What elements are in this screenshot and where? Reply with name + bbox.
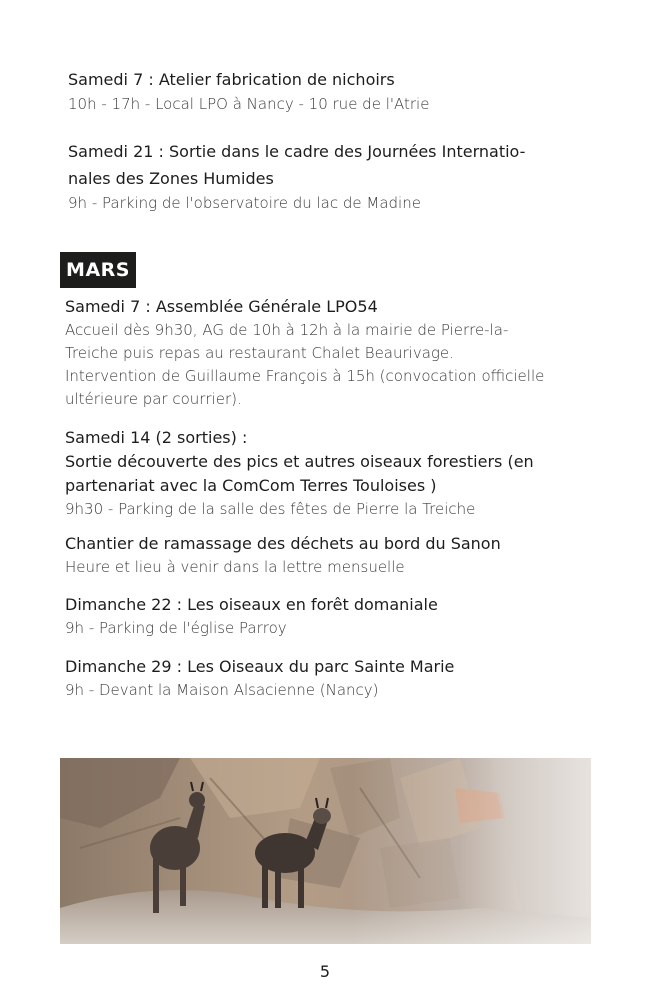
event-title: Chantier de ramassage des déchets au bord du Sanon	[65, 534, 501, 553]
event-details: 9h - Devant la Maison Alsacienne (Nancy)	[65, 681, 379, 699]
event-title-line: Sortie découverte des pics et autres oiseaux forestiers (en	[65, 452, 534, 471]
event-atelier-nichoirs	[0, 66, 590, 116]
event-details-line: ultérieure par courrier).	[65, 390, 242, 408]
event-zones-humides	[0, 138, 590, 215]
event-foret-domaniale	[0, 593, 590, 640]
page-number: 5	[319, 962, 331, 981]
event-details: 9h30 - Parking de la salle des fêtes de Pierre la Treiche	[65, 500, 476, 518]
event-title-line: nales des Zones Humides	[68, 169, 274, 188]
event-details: Heure et lieu à venir dans la lettre mensuelle	[65, 558, 405, 576]
event-details-line: Intervention de Guillaume François à 15h (convocation officielle	[65, 367, 545, 385]
event-chantier-sanon	[0, 532, 590, 579]
event-title-line: Samedi 21 : Sortie dans le cadre des Journées Internatio-	[68, 142, 526, 161]
event-pics-forestiers	[0, 426, 590, 521]
event-details: 9h - Parking de l'église Parroy	[65, 619, 287, 637]
month-badge: MARS	[60, 252, 136, 288]
event-parc-sainte-marie	[0, 655, 590, 702]
event-title: Dimanche 29 : Les Oiseaux du parc Sainte Marie	[65, 657, 455, 676]
event-title-line: Samedi 14 (2 sorties) :	[65, 428, 248, 447]
event-title: Dimanche 22 : Les oiseaux en forêt domaniale	[65, 595, 438, 614]
event-details: 10h - 17h - Local LPO à Nancy - 10 rue de l'Atrie	[68, 95, 430, 113]
event-details-line: Treiche puis repas au restaurant Chalet Beaurivage.	[65, 344, 454, 362]
event-details-line: Accueil dès 9h30, AG de 10h à 12h à la mairie de Pierre-la-	[65, 321, 509, 339]
event-title: Samedi 7 : Assemblée Générale LPO54	[65, 297, 378, 316]
chamois-photo	[60, 758, 591, 944]
event-title: Samedi 7 : Atelier fabrication de nichoirs	[68, 70, 395, 89]
event-details: 9h - Parking de l'observatoire du lac de Madine	[68, 194, 421, 212]
event-assemblee-generale	[0, 295, 590, 411]
event-title-line: partenariat avec la ComCom Terres Touloises )	[65, 476, 437, 495]
